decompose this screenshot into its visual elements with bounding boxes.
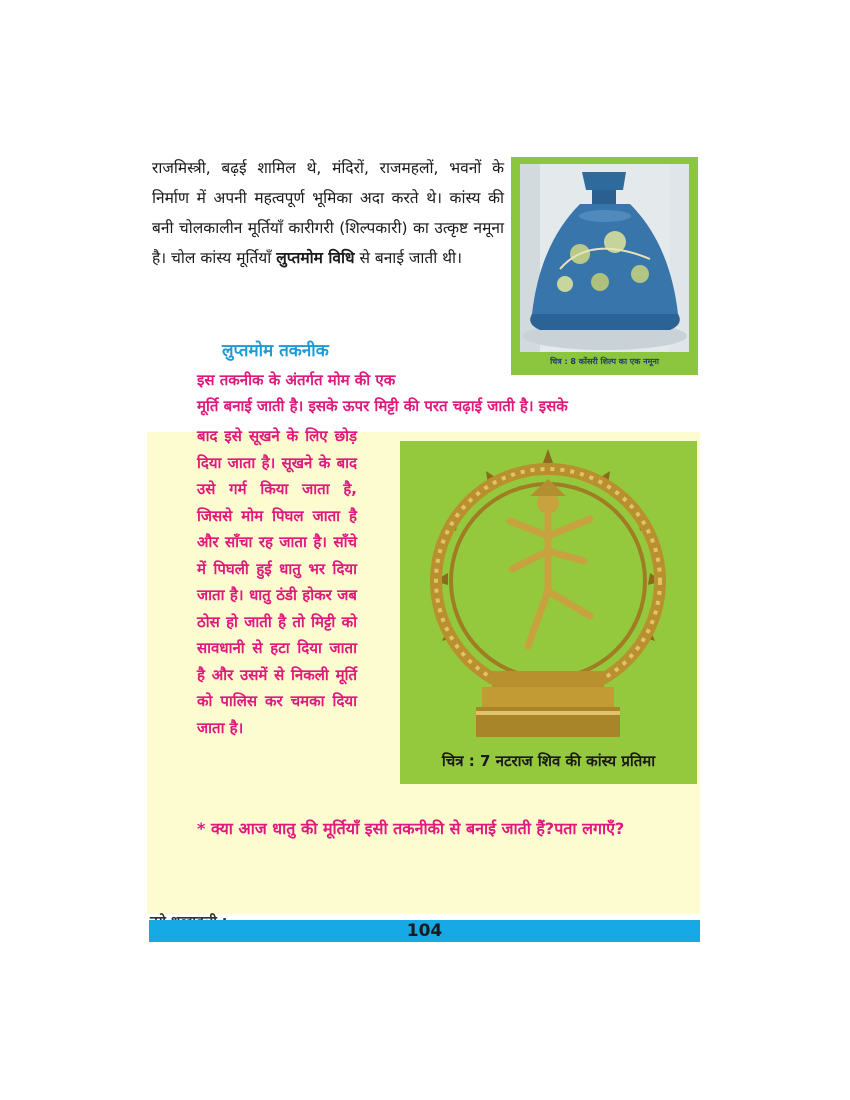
intro-paragraph <box>152 153 504 273</box>
intro-text-end: से बनाई जाती थी। <box>359 249 462 267</box>
intro-text: राजमिस्त्री, बढ़ई शामिल थे, मंदिरों, राजमहलों, भवनों के निर्माण में अपनी महत्वपूर्ण भूमिका अदा करते थे। कांस्य की बनी चोलकालीन मूर्तियाँ कारीगरी (शिल्पकारी) का उत्कृष्ट नमूना है। चोल कांस्य मूर्तियाँ <box>152 159 504 267</box>
nataraja-caption: चित्र : 7 नटराज शिव की कांस्य प्रतिमा <box>441 752 656 770</box>
vase-figure <box>511 157 698 375</box>
page-number: 104 <box>406 921 443 941</box>
vase-caption: चित्र : 8 कोंसरी शिल्प का एक नमूना <box>550 357 659 366</box>
intro-bold-term: लुप्तमोम विधि <box>276 249 355 267</box>
section-line-2: मूर्ति बनाई जाती है। इसके ऊपर मिट्टी की परत चढ़ाई जाती है। इसके <box>197 397 568 415</box>
footer-band <box>149 920 700 942</box>
question-text: * क्या आज धातु की मूर्तियाँ इसी तकनीकी से बनाई जाती हैं?पता लगाएँ? <box>197 819 625 838</box>
vase-image <box>520 164 689 352</box>
section-line-1: इस तकनीक के अंतर्गत मोम की एक <box>197 371 396 389</box>
nataraja-illustration <box>400 441 697 746</box>
section-heading: लुप्तमोम तकनीक <box>222 341 329 361</box>
nataraja-figure <box>400 441 697 784</box>
vase-illustration <box>520 164 689 352</box>
section-paragraph: बाद इसे सूखने के लिए छोड़ दिया जाता है। सूखने के बाद उसे गर्म किया जाता है, जिससे मोम पिघल जाता है और साँचा रह जाता है। साँचे में पिघली हुई धातु भर दिया जाता है। धातु ठंडी होकर जब ठोस हो जाती है तो मिट्टी को सावधानी से हटा दिया जाता है और उसमें से निकली मूर्ति को पालिस कर चमका दिया जाता है। <box>197 427 357 737</box>
